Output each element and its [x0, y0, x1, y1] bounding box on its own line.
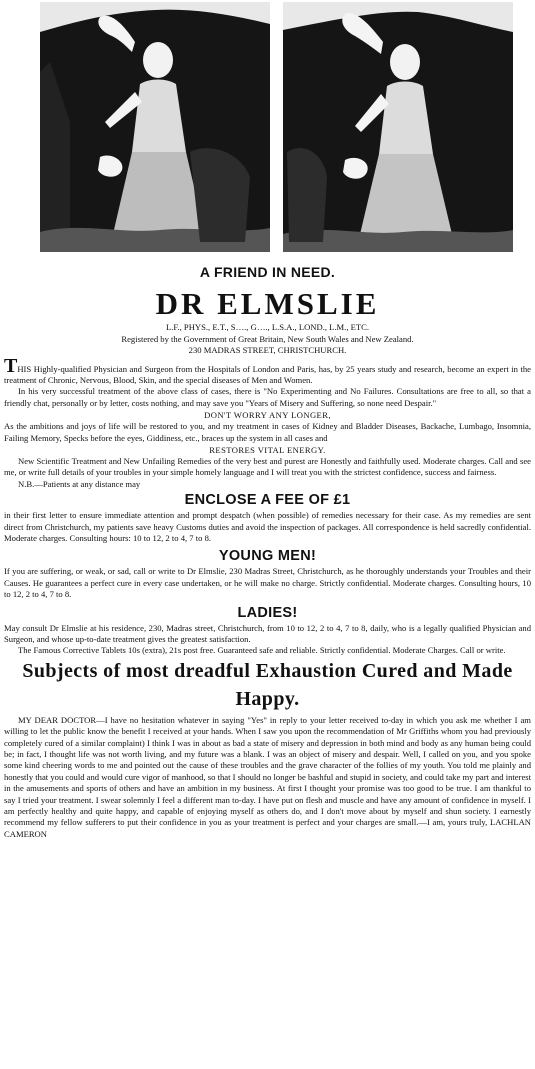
woodcut-illustration-left — [40, 2, 270, 252]
intro-text: HIS Highly-qualified Physician and Surgeon from the Hospitals of London and Paris, has, by 25 years study and research, become an expert in the treatment of Chronic, Nervous, Blood, Skin, and the special diseases of Men and Women. — [4, 363, 531, 385]
nb-line: N.B.—Patients at any distance may — [18, 478, 141, 489]
testimonial-letter: MY DEAR DOCTOR—I have no hesitation whatever in saying "Yes" in reply to your letter received to-day in which you ask me whether I am willing to let the public know the benefit I received at your hands. When I saw you upon the recommendation of Mr Griffiths whom you had previously completely cured of a similar complaint) I think I was in about as bad a state of misery and depression in both mind and body as any human being could be; in fact, I thought life was not worth living, and my future was a blank. I was an object of misery and despair. Well, I called on you, and you spoke some kind cheering words to me and pointed out the cause of these troubles and the grave character of the follies of my youth. You told me plainly and honestly that you could and would cure vigor of manhood, so that I should no longer be bashful and stupid in society, and could take my part and interest in the amusements and sports of others and have an ambition in my business. At first I thought your promise was too good to be true. I am thankful to say I tried your treatment. I swear solemnly I feel a different man to-day. I have put on flesh and muscle and have any amount of confidence in myself. I am perfectly healthy and quite happy, and capable of enjoying myself as others do, and I don't move about by myself and shun society. I earnestly recommend my fellow sufferers to put their confidence in you as your treatment is perfect and your charges are small.—I am, yours truly, LACHLAN CAMERON — [4, 714, 531, 839]
woodcut-illustration-right — [283, 2, 513, 252]
woodcut-figure-left — [40, 2, 270, 252]
ladies-paragraph: May consult Dr Elmslie at his residence, 230, Madras street, Christchurch, from 10 to 12, 2 to 4, 7 to 8, daily, who is a legally qualified Physician and Surgeon, and whose up-to-date treatment gives the greatest satisfaction. — [4, 622, 531, 644]
exhaustion-cured-heading: Subjects of most dreadful Exhaustion Cured and Made Happy. — [22, 659, 513, 710]
intro-paragraph — [4, 354, 531, 387]
treatment-paragraph: In his very successful treatment of the above class of cases, there is "No Experimenting and No Failures. Consultations are free to all, so that a friendly chat, personally or by letter, costs nothing, and may save you "Years of Misery and Suffering, so none need Despair." — [4, 386, 531, 408]
young-men-heading: YOUNG MEN! — [218, 548, 317, 565]
scientific-paragraph: New Scientific Treatment and New Unfailing Remedies of the very best and purest are Honestly and faithfully used. Moderate charges. Call and see me, or write full details of your troubles in your simple homely language and I will treat you with the strictest confidence, success and fairness. — [4, 455, 531, 478]
enclose-fee-paragraph: in their first letter to ensure immediate attention and prompt despatch (when possible) of remedies necessary for their case. As my remedies are sent direct from Christchurch, my patients save heavy Customs duties and avoid the inspection of packages. All correspondence is held sacredly confidential. Moderate charges. Consulting hours: 10 to 12, 2 to 4, 7 to 8. — [4, 510, 531, 543]
ambitions-paragraph: As the ambitions and joys of life will be restored to you, and my treatment in cases of Kidney and Bladder Diseases, Backache, Lumbago, Insomnia, Failing Memory, Specks before the eyes, Giddiness, etc., braces up the system in all cases and — [4, 421, 531, 443]
doctor-name: DR ELMSLIE — [155, 286, 380, 321]
dont-worry-heading: DON'T WORRY ANY LONGER, — [204, 410, 331, 421]
ladies-heading: LADIES! — [237, 604, 298, 621]
headline-a-friend-in-need: A FRIEND IN NEED. — [199, 264, 336, 280]
young-men-paragraph: If you are suffering, or weak, or sad, call or write to Dr Elmslie, 230 Madras Street, Christchurch, as he thoroughly understands your Troubles and their Causes. He guarantees a perfect cure in every case undertaken, or he will make no charge. Strictly confidential. Moderate charges. Consulting hours, 10 to 12, 2 to 4, 7 to 8. — [4, 566, 531, 600]
registration-line: Registered by the Government of Great Britain, New South Wales and New Zealand. — [121, 333, 414, 344]
credentials-line: L.F., PHYS., E.T., S…., G…., L.S.A., LOND., L.M., ETC. — [165, 322, 370, 332]
address-line: 230 MADRAS STREET, CHRISTCHURCH. — [188, 345, 347, 355]
tablets-paragraph: The Famous Corrective Tablets 10s (extra), 21s post free. Guaranteed safe and reliable. Strictly confidential. Moderate Charges. Call or write. — [18, 645, 506, 656]
drop-cap: T — [4, 354, 18, 377]
advertisement-text — [4, 262, 531, 840]
woodcut-figure-right — [283, 2, 513, 252]
restores-heading: RESTORES VITAL ENERGY. — [209, 444, 326, 455]
illustrations-row — [0, 0, 535, 252]
enclose-fee-heading: ENCLOSE A FEE OF £1 — [184, 492, 351, 509]
